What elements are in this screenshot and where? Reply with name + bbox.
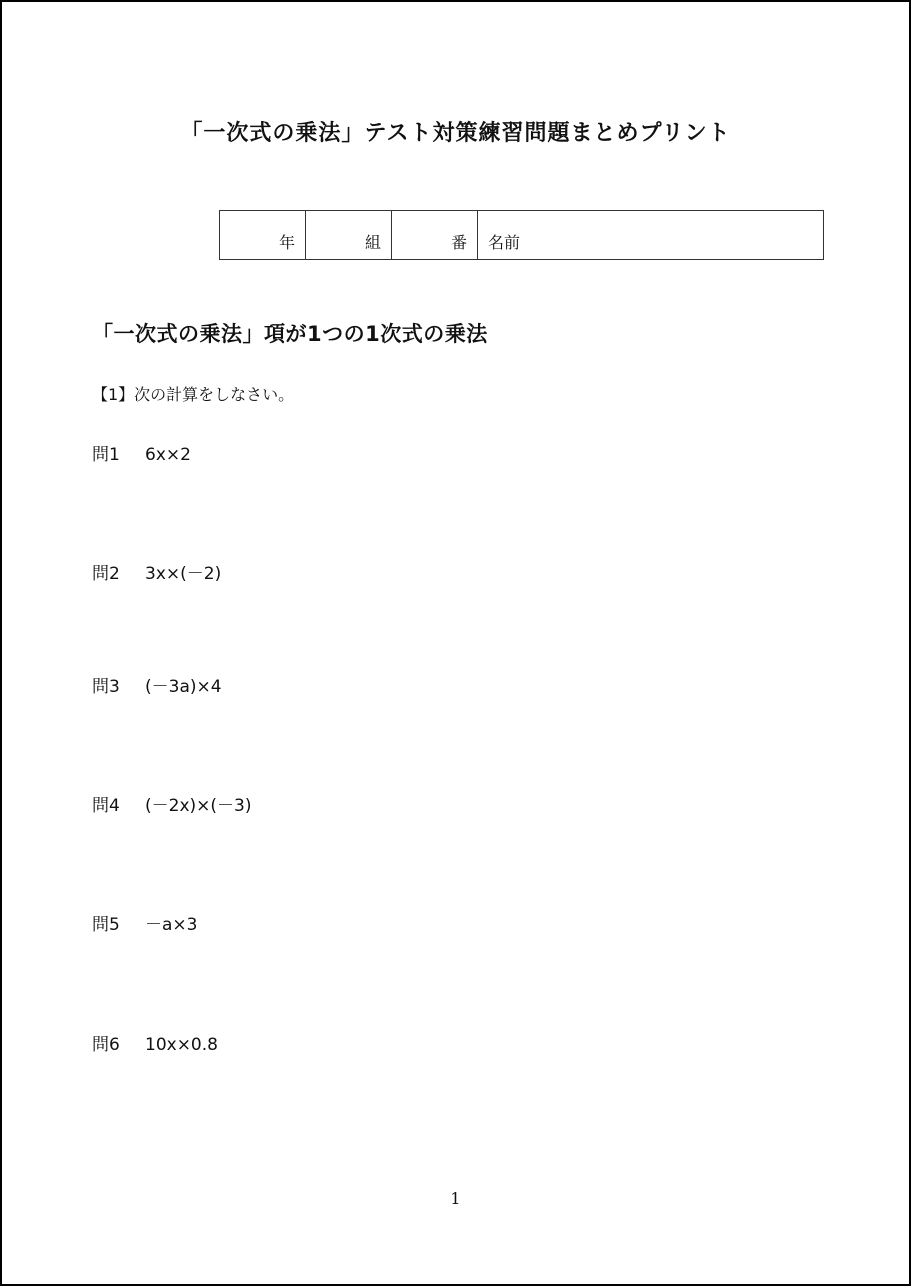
problem-1 xyxy=(92,440,191,465)
problem-label: 問6 xyxy=(92,1035,120,1055)
problem-3 xyxy=(92,672,222,697)
class-cell: 組 xyxy=(306,211,392,260)
problem-label: 問2 xyxy=(92,564,120,584)
problem-expression: (－3a)×4 xyxy=(145,677,222,697)
student-info-table xyxy=(219,210,824,260)
number-cell: 番 xyxy=(392,211,478,260)
problem-expression: －a×3 xyxy=(145,915,198,935)
section-title: 「一次式の乗法」項が1つの1次式の乗法 xyxy=(92,322,488,346)
problem-label: 問4 xyxy=(92,796,120,816)
page-number: 1 xyxy=(450,1189,461,1208)
problem-expression: (－2x)×(－3) xyxy=(145,796,252,816)
problem-label: 問5 xyxy=(92,915,120,935)
problem-6 xyxy=(92,1030,218,1055)
problem-expression: 3x×(－2) xyxy=(145,564,222,584)
instruction-text: 【1】次の計算をしなさい。 xyxy=(92,385,295,404)
year-cell: 年 xyxy=(220,211,306,260)
problem-label: 問1 xyxy=(92,445,120,465)
problem-5 xyxy=(92,910,197,935)
problem-expression: 10x×0.8 xyxy=(145,1035,218,1055)
problem-2 xyxy=(92,559,221,584)
problem-4 xyxy=(92,791,251,816)
name-cell: 名前 xyxy=(478,211,824,260)
problem-expression: 6x×2 xyxy=(145,445,191,465)
problem-label: 問3 xyxy=(92,677,120,697)
page-title: 「一次式の乗法」テスト対策練習問題まとめプリント xyxy=(180,121,731,146)
